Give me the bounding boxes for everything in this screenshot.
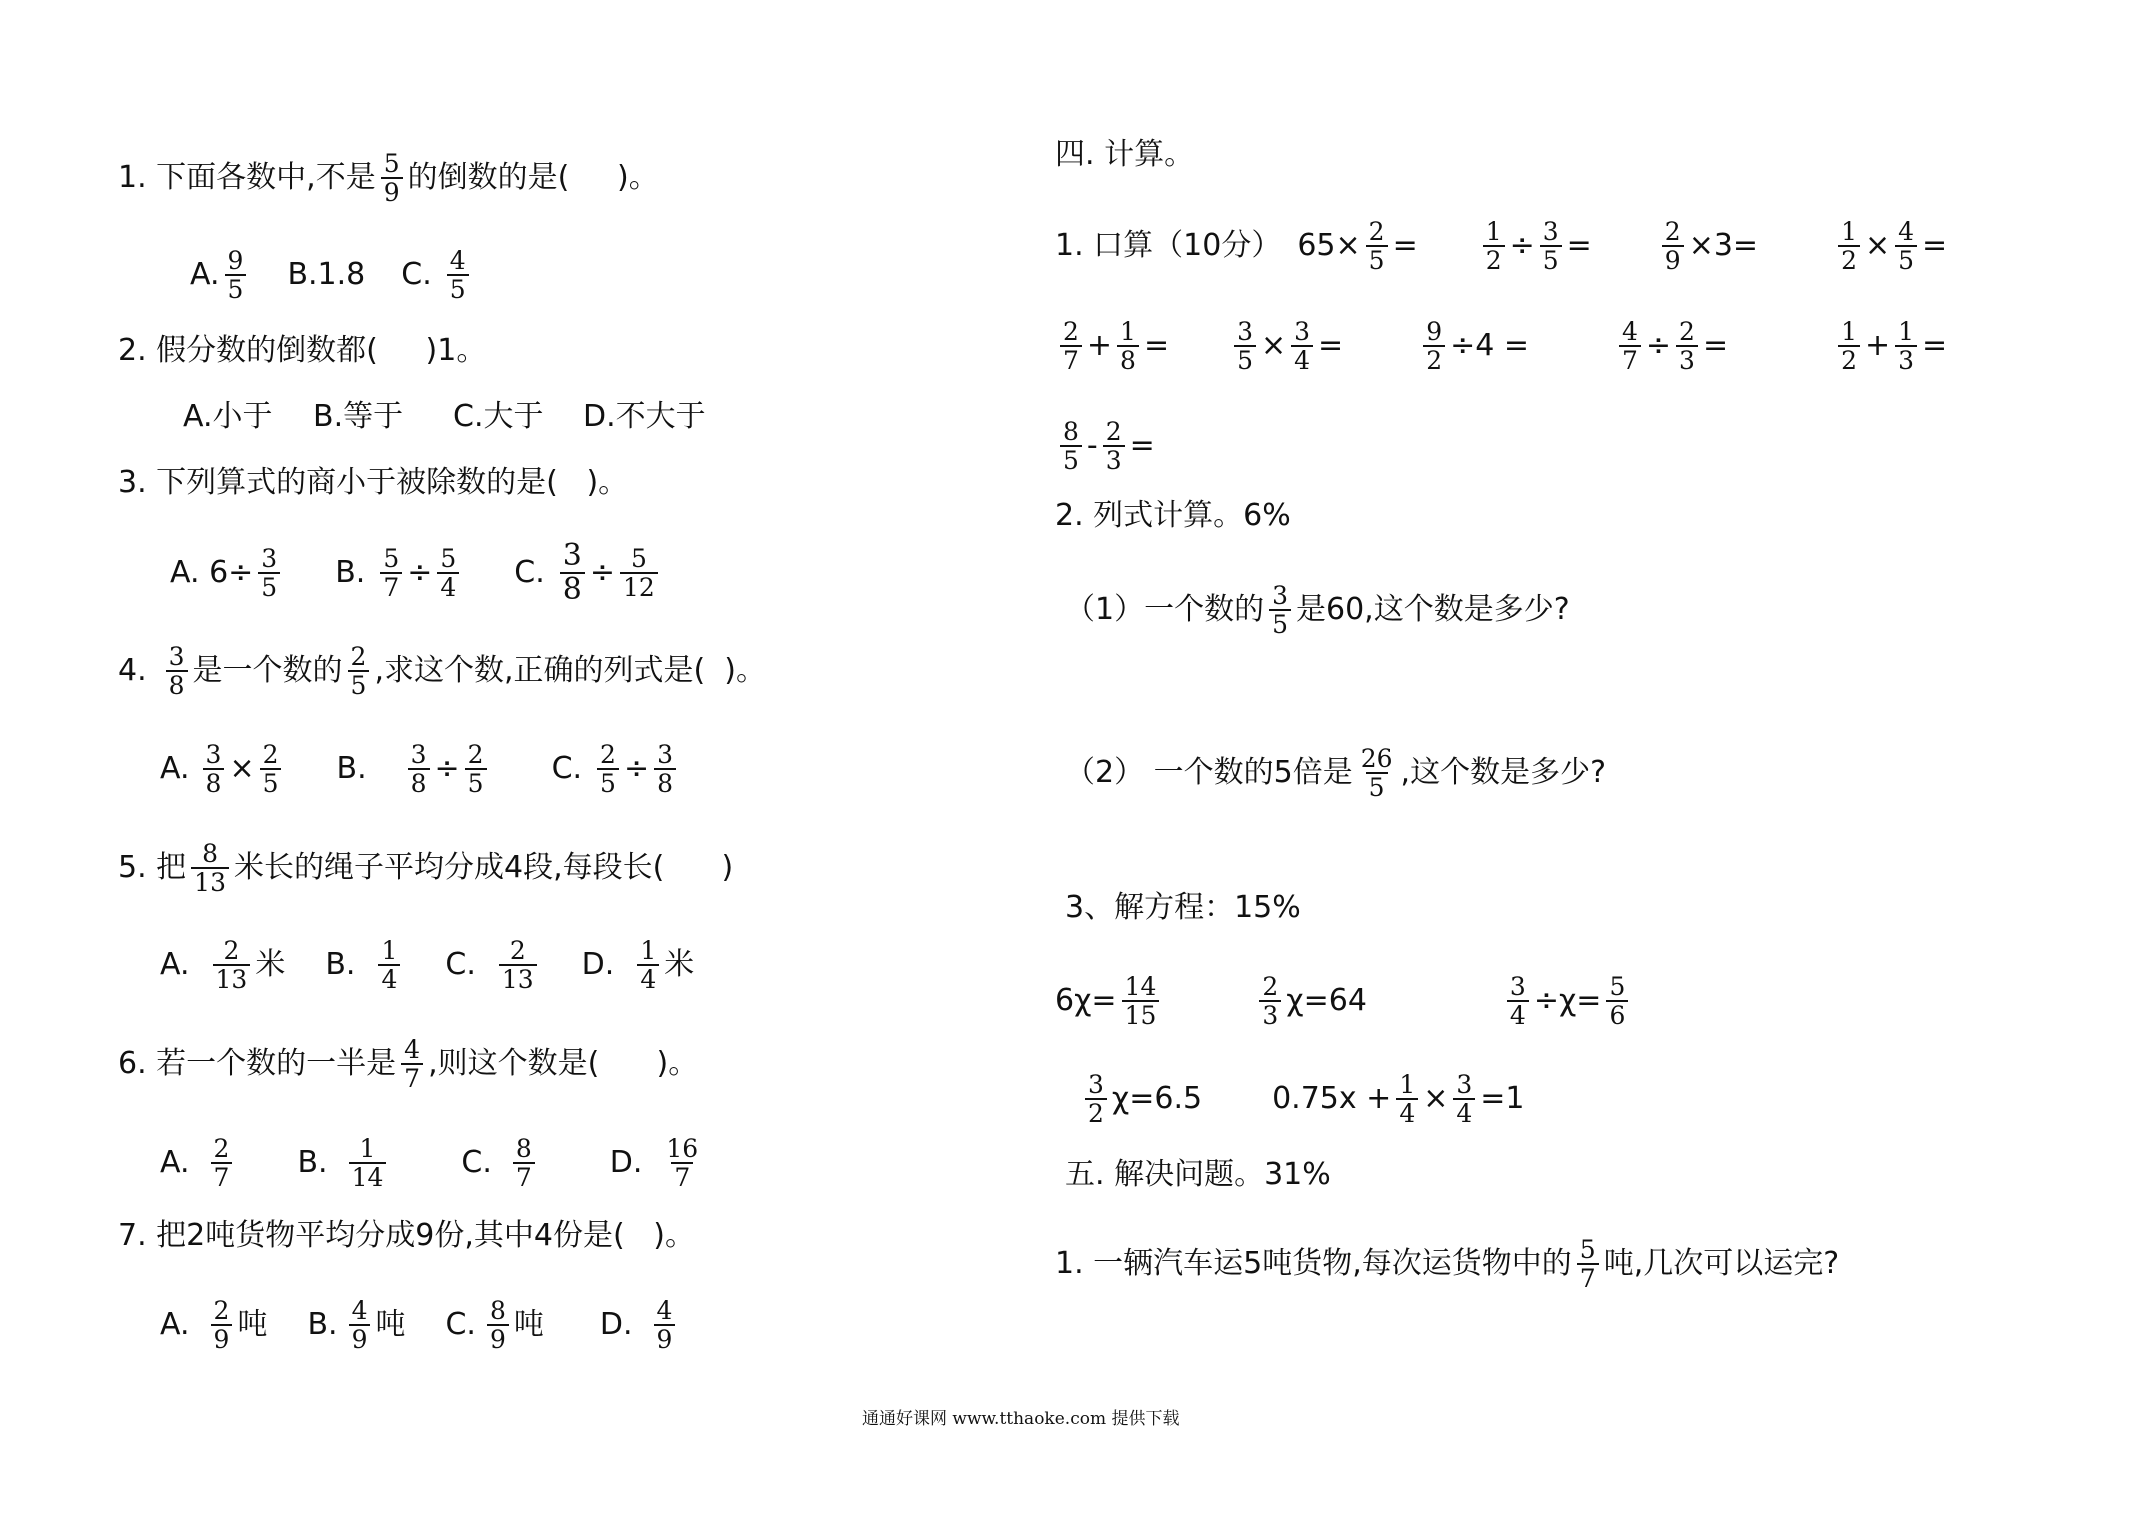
option-c: C.	[445, 947, 476, 982]
option-d: D.	[609, 1145, 643, 1180]
option-c: C.	[551, 751, 583, 786]
text-segment: 3、解方程：15%	[1065, 890, 1301, 925]
text-segment: =	[1129, 428, 1155, 463]
text-segment: 是一个数的	[192, 653, 343, 688]
text-segment: 四. 计算。	[1055, 137, 1195, 172]
fraction	[1423, 318, 1445, 374]
numerator: 2	[1664, 217, 1681, 246]
oral-calc-label: 1. 口算（10分）	[1055, 228, 1282, 263]
text-segment: ÷	[1645, 328, 1672, 363]
question-1-options	[190, 247, 474, 303]
denominator: 9	[381, 177, 403, 206]
denominator: 3	[1259, 1000, 1281, 1029]
fraction	[378, 937, 400, 993]
option-a: A.	[160, 1145, 190, 1180]
text-segment: 2. 列式计算。6%	[1055, 498, 1291, 533]
text-segment: 吨	[237, 1307, 268, 1342]
fraction	[1838, 318, 1860, 374]
question-3	[118, 465, 629, 500]
text-segment: ÷	[623, 751, 650, 786]
option-d: D.	[599, 1307, 633, 1342]
denominator: 5	[348, 670, 370, 699]
equation-row-2	[1080, 1071, 1525, 1127]
denominator: 4	[637, 964, 659, 993]
numerator: 2	[600, 740, 616, 769]
numerator: 3	[1237, 317, 1253, 346]
option-a: A.	[190, 257, 220, 292]
numerator: 26	[1360, 744, 1393, 773]
option-b: B.	[335, 555, 366, 590]
text-segment: 吨	[375, 1307, 406, 1342]
option-b: B.	[336, 751, 367, 786]
numerator: 5	[1609, 972, 1626, 1001]
option-a: A.	[160, 1307, 190, 1342]
text-segment: =	[1922, 228, 1948, 263]
fraction	[560, 540, 585, 606]
denominator: 5	[1540, 245, 1562, 274]
fraction	[380, 545, 402, 601]
numerator: 8	[489, 1296, 506, 1325]
fraction	[1838, 218, 1860, 274]
section-4-title	[1055, 137, 1195, 172]
text-segment: 4.	[118, 653, 147, 688]
text-segment: 吨,几次可以运完?	[1603, 1246, 1840, 1281]
numerator: 1	[381, 936, 398, 965]
numerator: 5	[630, 544, 647, 573]
text-segment: =	[1392, 228, 1418, 263]
numerator: 16	[666, 1134, 699, 1163]
denominator: 5	[447, 274, 469, 303]
fraction	[1234, 318, 1256, 374]
numerator: 4	[1622, 317, 1638, 346]
fraction	[654, 1297, 676, 1353]
text-segment: +	[1086, 328, 1113, 363]
denominator: 9	[654, 1324, 676, 1353]
oral-calc-row-1	[1055, 218, 1947, 274]
question-7	[118, 1218, 695, 1253]
denominator: 7	[380, 572, 402, 601]
text-segment: ×3=	[1688, 228, 1759, 263]
denominator: 13	[213, 964, 251, 993]
text-segment: 6. 若一个数的一半是	[118, 1046, 397, 1081]
numerator: 2	[223, 936, 240, 965]
numerator: 4	[351, 1296, 368, 1325]
option-a: A.小于	[183, 399, 273, 434]
denominator: 3	[1895, 345, 1917, 374]
word-calc-2	[1065, 745, 1606, 801]
question-5-options	[160, 937, 694, 993]
option-a: A. 6÷	[170, 555, 254, 590]
numerator: 2	[1262, 972, 1279, 1001]
denominator: 5	[1234, 345, 1256, 374]
text-segment: 6χ=	[1055, 983, 1117, 1018]
denominator: 8	[408, 768, 430, 797]
fraction	[1396, 1071, 1418, 1127]
denominator: 2	[1838, 245, 1860, 274]
text-segment: 吨	[513, 1307, 544, 1342]
fraction	[1540, 218, 1562, 274]
fraction	[1269, 582, 1291, 638]
denominator: 8	[560, 572, 585, 606]
option-c: C.	[445, 1307, 476, 1342]
denominator: 9	[349, 1324, 371, 1353]
numerator: 1	[1841, 317, 1857, 346]
text-segment: （1）一个数的	[1065, 592, 1265, 627]
fraction	[1483, 218, 1505, 274]
text-segment: ×	[1864, 228, 1891, 263]
text-segment: 0.75x +	[1272, 1081, 1392, 1116]
option-b: B.	[307, 1307, 338, 1342]
numerator: 2	[1105, 417, 1122, 446]
numerator: 2	[213, 1296, 230, 1325]
fraction	[597, 741, 619, 797]
denominator: 5	[1060, 445, 1082, 474]
text-segment: =	[1143, 328, 1170, 363]
footer-source: 通通好课网 www.tthaoke.com 提供下载	[862, 1409, 1180, 1429]
text-segment: =	[1318, 328, 1344, 363]
question-5	[118, 840, 733, 896]
numerator: 1	[1485, 217, 1502, 246]
fraction	[258, 545, 280, 601]
option-d: D.	[581, 947, 615, 982]
option-c: C.	[514, 555, 545, 590]
numerator: 1	[640, 936, 657, 965]
fraction	[437, 545, 459, 601]
numerator: 2	[1679, 317, 1695, 346]
text-segment: ×	[229, 751, 255, 786]
numerator: 1	[1898, 317, 1915, 346]
numerator: 5	[1579, 1235, 1596, 1264]
denominator: 8	[166, 670, 188, 699]
fraction	[225, 247, 247, 303]
fraction	[499, 937, 537, 993]
fraction	[213, 937, 251, 993]
denominator: 7	[1060, 345, 1082, 374]
fraction	[487, 1297, 509, 1353]
text-segment: 65×	[1297, 228, 1361, 263]
numerator: 8	[515, 1134, 532, 1163]
question-4-options	[160, 741, 681, 797]
denominator: 13	[191, 867, 229, 896]
numerator: 14	[1124, 972, 1157, 1001]
fraction	[1676, 318, 1698, 374]
question-2-options	[183, 399, 706, 434]
text-segment: ÷	[407, 555, 433, 590]
question-1-stem: 1. 下面各数中,不是	[118, 160, 376, 195]
fraction	[1366, 218, 1388, 274]
denominator: 2	[1838, 345, 1860, 374]
question-6	[118, 1036, 698, 1092]
denominator: 3	[1103, 445, 1125, 474]
question-2	[118, 333, 487, 368]
denominator: 14	[349, 1162, 387, 1191]
fraction	[1619, 318, 1641, 374]
fraction	[465, 741, 487, 797]
fraction	[348, 643, 370, 699]
fraction	[1895, 218, 1917, 274]
denominator: 7	[211, 1162, 233, 1191]
denominator: 2	[1483, 245, 1505, 274]
option-b: B.	[325, 947, 356, 982]
fraction	[1122, 973, 1160, 1029]
fraction	[211, 1297, 233, 1353]
text-segment: 米长的绳子平均分成4段,每段长( )	[233, 850, 734, 885]
numerator: 9	[227, 246, 244, 275]
oral-calc-row-2	[1055, 318, 1947, 374]
numerator: 4	[449, 246, 466, 275]
text-segment: ÷4 =	[1450, 328, 1529, 363]
fraction	[1662, 218, 1684, 274]
denominator: 5	[465, 768, 487, 797]
fraction	[1453, 1071, 1475, 1127]
numerator: 3	[410, 740, 427, 769]
fraction	[1259, 973, 1281, 1029]
numerator: 2	[213, 1134, 230, 1163]
fraction	[401, 1036, 423, 1092]
denominator: 5	[258, 572, 280, 601]
denominator: 9	[1662, 245, 1684, 274]
numerator: 2	[262, 740, 279, 769]
option-c: C.	[401, 257, 432, 292]
text-segment: 7. 把2吨货物平均分成9份,其中4份是( )。	[118, 1218, 695, 1253]
section-5-title	[1065, 1157, 1331, 1192]
denominator: 3	[1676, 345, 1698, 374]
numerator: 3	[1294, 317, 1311, 346]
fraction	[191, 840, 229, 896]
denominator: 4	[1396, 1098, 1418, 1127]
text-segment: +	[1865, 328, 1891, 363]
text-segment: 的倒数的是( )。	[407, 160, 659, 195]
fraction	[1103, 418, 1125, 474]
question-1	[118, 150, 659, 206]
denominator: 2	[1423, 345, 1445, 374]
fraction	[447, 247, 469, 303]
text-segment: 米	[255, 947, 286, 982]
question-7-options	[160, 1297, 680, 1353]
text-segment: χ=64	[1286, 983, 1367, 1018]
fraction	[1507, 973, 1529, 1029]
text-segment: -	[1086, 428, 1098, 463]
numerator: 3	[1088, 1070, 1104, 1099]
text-segment: =	[1702, 328, 1729, 363]
numerator: 5	[383, 149, 400, 178]
numerator: 4	[404, 1035, 421, 1064]
denominator: 8	[1117, 345, 1139, 374]
numerator: 2	[1368, 217, 1385, 246]
numerator: 8	[202, 839, 219, 868]
text-segment: ,求这个数,正确的列式是( )。	[374, 653, 766, 688]
numerator: 3	[1542, 217, 1559, 246]
text-segment: 1. 一辆汽车运5吨货物,每次运货物中的	[1055, 1246, 1572, 1281]
denominator: 8	[654, 768, 676, 797]
fraction	[1060, 318, 1082, 374]
denominator: 4	[1291, 345, 1313, 374]
option-c: C.	[461, 1145, 492, 1180]
fraction	[1895, 318, 1917, 374]
numerator: 3	[205, 740, 222, 769]
numerator: 5	[383, 544, 400, 573]
denominator: 5	[597, 768, 619, 797]
fraction	[349, 1297, 371, 1353]
question-4	[118, 643, 766, 699]
denominator: 8	[203, 768, 225, 797]
text-segment: （2） 一个数的5倍是	[1065, 755, 1353, 790]
numerator: 2	[350, 642, 367, 671]
word-calc-1	[1065, 582, 1570, 638]
fraction	[637, 937, 659, 993]
denominator: 13	[499, 964, 537, 993]
numerator: 1	[1841, 217, 1857, 246]
denominator: 7	[1577, 1263, 1599, 1292]
denominator: 7	[671, 1162, 693, 1191]
denominator: 6	[1606, 1000, 1628, 1029]
text-segment: 米	[664, 947, 695, 982]
text-segment: ,这个数是多少?	[1400, 755, 1606, 790]
text-segment: ×	[1423, 1081, 1449, 1116]
question-6-options	[160, 1135, 706, 1191]
fraction	[1606, 973, 1628, 1029]
numerator: 4	[1898, 217, 1915, 246]
fraction	[620, 545, 658, 601]
text-segment: 3. 下列算式的商小于被除数的是( )。	[118, 465, 629, 500]
question-3-options	[170, 540, 663, 606]
numerator: 3	[261, 544, 278, 573]
fraction	[1060, 418, 1082, 474]
equation-row-1	[1055, 973, 1633, 1029]
numerator: 3	[168, 642, 185, 671]
fraction	[663, 1135, 701, 1191]
text-segment: ÷	[1509, 228, 1535, 263]
numerator: 1	[1399, 1070, 1416, 1099]
numerator: 5	[440, 544, 457, 573]
denominator: 4	[1507, 1000, 1529, 1029]
numerator: 2	[1063, 317, 1079, 346]
text-segment: ,则这个数是( )。	[428, 1046, 699, 1081]
fraction	[211, 1135, 233, 1191]
text-segment: 是60,这个数是多少?	[1296, 592, 1570, 627]
fraction	[1577, 1236, 1599, 1292]
fraction	[1117, 318, 1139, 374]
word-calc-title	[1055, 498, 1291, 533]
text-segment: ÷	[434, 751, 460, 786]
numerator: 1	[359, 1134, 376, 1163]
numerator: 2	[467, 740, 484, 769]
denominator: 12	[620, 572, 658, 601]
text-segment: 5. 把	[118, 850, 187, 885]
denominator: 5	[1366, 245, 1388, 274]
numerator: 1	[1120, 317, 1136, 346]
denominator: 2	[1085, 1098, 1107, 1127]
denominator: 4	[1453, 1098, 1475, 1127]
fraction	[1291, 318, 1313, 374]
denominator: 4	[378, 964, 400, 993]
text-segment: ÷χ=	[1533, 983, 1602, 1018]
numerator: 3	[1509, 972, 1526, 1001]
option-a: A.	[160, 947, 190, 982]
denominator: 5	[260, 768, 282, 797]
option-b: B.	[297, 1145, 328, 1180]
denominator: 7	[1619, 345, 1641, 374]
text-segment: =1	[1480, 1081, 1525, 1116]
text-segment: 2. 假分数的倒数都( )1。	[118, 333, 487, 368]
option-b: B.等于	[313, 399, 404, 434]
fraction	[1085, 1071, 1107, 1127]
problem-1	[1055, 1236, 1839, 1292]
option-a: A.	[160, 751, 190, 786]
denominator: 7	[401, 1063, 423, 1092]
numerator: 3	[657, 740, 673, 769]
denominator: 4	[437, 572, 459, 601]
option-b: B.1.8	[287, 257, 366, 292]
fraction	[381, 150, 403, 206]
fraction	[408, 741, 430, 797]
text-segment: ×	[1261, 328, 1287, 363]
numerator: 3	[1272, 581, 1288, 610]
denominator: 5	[1269, 609, 1291, 638]
denominator: 7	[513, 1162, 535, 1191]
numerator: 2	[509, 936, 526, 965]
text-segment: =	[1566, 228, 1592, 263]
text-segment: =	[1922, 328, 1948, 363]
numerator: 4	[656, 1296, 673, 1325]
equation-title	[1065, 890, 1301, 925]
denominator: 5	[225, 274, 247, 303]
text-segment: χ=6.5	[1111, 1081, 1203, 1116]
fraction	[260, 741, 282, 797]
fraction	[203, 741, 225, 797]
fraction	[1358, 745, 1396, 801]
numerator: 8	[1063, 417, 1079, 446]
denominator: 9	[211, 1324, 233, 1353]
oral-calc-row-3	[1055, 418, 1155, 474]
option-d: D.不大于	[583, 399, 706, 434]
denominator: 5	[1366, 772, 1388, 801]
text-segment: 五. 解决问题。31%	[1065, 1157, 1331, 1192]
denominator: 15	[1122, 1000, 1160, 1029]
fraction	[166, 643, 188, 699]
numerator: 3	[562, 538, 582, 573]
fraction	[513, 1135, 535, 1191]
denominator: 9	[487, 1324, 509, 1353]
fraction	[654, 741, 676, 797]
denominator: 5	[1895, 245, 1917, 274]
numerator: 9	[1426, 317, 1443, 346]
fraction	[349, 1135, 387, 1191]
numerator: 3	[1456, 1070, 1473, 1099]
text-segment: ÷	[589, 555, 615, 590]
option-c: C.大于	[453, 399, 544, 434]
